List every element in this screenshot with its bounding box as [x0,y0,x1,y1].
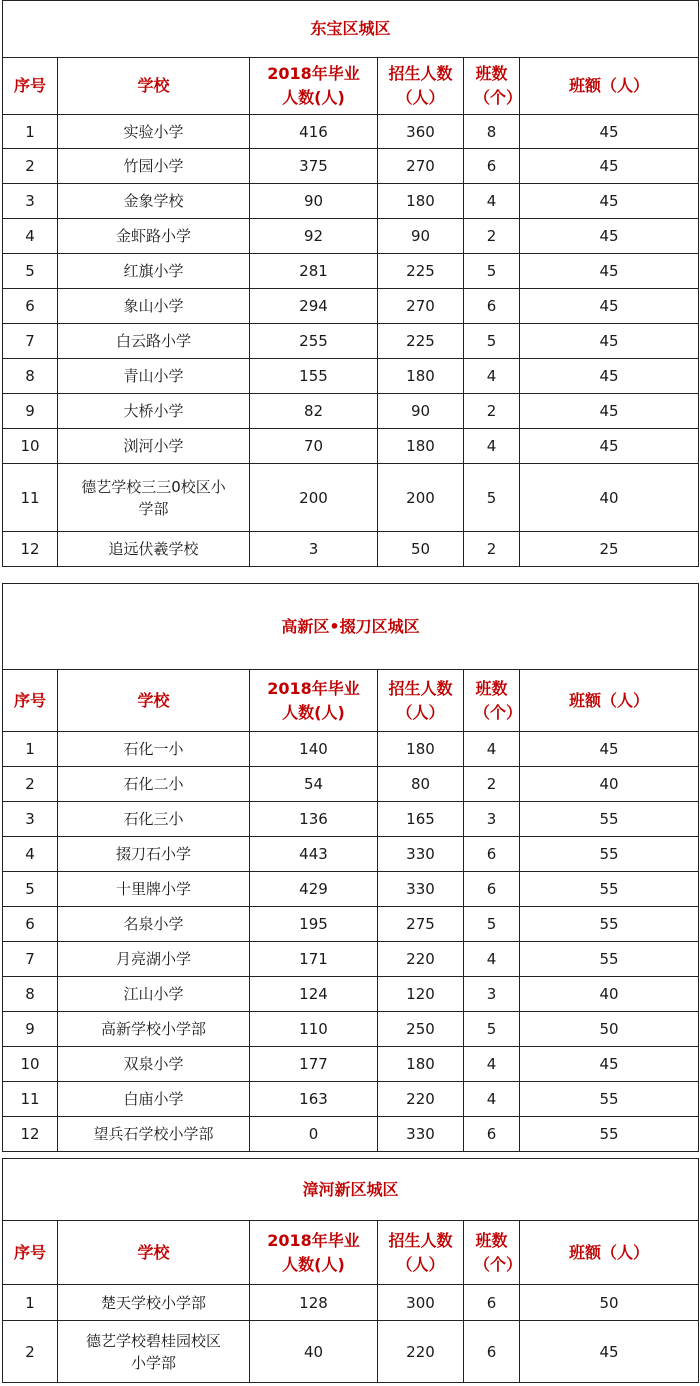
class-size: 45 [520,429,699,464]
grads-count: 40 [250,1321,378,1383]
grads-count: 375 [250,149,378,184]
class-size: 50 [520,1285,699,1321]
class-size: 45 [520,1321,699,1383]
school-name: 月亮湖小学 [58,942,250,977]
school-name: 大桥小学 [58,394,250,429]
enroll-count: 90 [378,219,464,254]
class-count: 4 [464,732,520,767]
enrollment-table [2,1158,699,1383]
row-index: 1 [3,115,58,149]
enroll-count: 90 [378,394,464,429]
row-index: 10 [3,429,58,464]
school-name: 红旗小学 [58,254,250,289]
class-count: 5 [464,464,520,532]
class-count: 3 [464,802,520,837]
school-name: 白庙小学 [58,1082,250,1117]
school-name: 望兵石学校小学部 [58,1117,250,1152]
header-class-size: 班额（人） [520,670,699,732]
enroll-count: 180 [378,1047,464,1082]
row-index: 3 [3,184,58,219]
row-index: 11 [3,464,58,532]
enroll-count: 330 [378,1117,464,1152]
section-zhanghe [2,1158,698,1383]
table-row [3,219,699,254]
section-title: 漳河新区城区 [3,1159,699,1221]
class-count: 6 [464,837,520,872]
class-count: 4 [464,1082,520,1117]
table-row [3,732,699,767]
class-count: 6 [464,1321,520,1383]
class-count: 2 [464,219,520,254]
class-size: 25 [520,532,699,567]
row-index: 2 [3,149,58,184]
enroll-count: 220 [378,1321,464,1383]
enroll-count: 330 [378,837,464,872]
table-row [3,115,699,149]
enroll-count: 330 [378,872,464,907]
class-count: 8 [464,115,520,149]
class-count: 4 [464,359,520,394]
class-size: 40 [520,977,699,1012]
table-row [3,942,699,977]
row-index: 9 [3,394,58,429]
class-count: 4 [464,1047,520,1082]
enroll-count: 180 [378,184,464,219]
row-index: 11 [3,1082,58,1117]
row-index: 4 [3,219,58,254]
class-count: 6 [464,1285,520,1321]
table-row [3,907,699,942]
enroll-count: 220 [378,942,464,977]
table-row [3,254,699,289]
row-index: 10 [3,1047,58,1082]
class-size: 45 [520,184,699,219]
class-size: 45 [520,324,699,359]
class-count: 5 [464,1012,520,1047]
enroll-count: 270 [378,289,464,324]
header-school: 学校 [58,1221,250,1285]
school-name: 白云路小学 [58,324,250,359]
class-count: 4 [464,429,520,464]
enroll-count: 165 [378,802,464,837]
class-size: 55 [520,872,699,907]
header-classes: 班数（个） [464,1221,520,1285]
grads-count: 54 [250,767,378,802]
school-name: 金虾路小学 [58,219,250,254]
class-size: 55 [520,1082,699,1117]
row-index: 5 [3,254,58,289]
row-index: 12 [3,532,58,567]
header-grads: 2018年毕业人数(人) [250,1221,378,1285]
class-count: 6 [464,149,520,184]
school-name: 掇刀石小学 [58,837,250,872]
table-row [3,359,699,394]
enrollment-table [2,0,699,567]
class-count: 5 [464,254,520,289]
enroll-count: 50 [378,532,464,567]
grads-count: 200 [250,464,378,532]
table-row [3,394,699,429]
grads-count: 124 [250,977,378,1012]
header-grads: 2018年毕业人数(人) [250,670,378,732]
row-index: 7 [3,324,58,359]
section-title-row [3,1,699,58]
row-index: 8 [3,359,58,394]
row-index: 6 [3,907,58,942]
enroll-count: 180 [378,359,464,394]
class-count: 6 [464,1117,520,1152]
school-name: 竹园小学 [58,149,250,184]
class-count: 6 [464,872,520,907]
section-dongbao [2,0,698,567]
school-name: 楚天学校小学部 [58,1285,250,1321]
grads-count: 110 [250,1012,378,1047]
enroll-count: 270 [378,149,464,184]
class-size: 45 [520,254,699,289]
table-row [3,1321,699,1383]
table-row [3,429,699,464]
enrollment-table [2,583,699,1152]
grads-count: 429 [250,872,378,907]
grads-count: 171 [250,942,378,977]
enroll-count: 300 [378,1285,464,1321]
table-row [3,767,699,802]
table-row [3,324,699,359]
class-size: 45 [520,115,699,149]
class-size: 55 [520,837,699,872]
header-school: 学校 [58,58,250,115]
table-row [3,532,699,567]
class-size: 45 [520,359,699,394]
class-size: 50 [520,1012,699,1047]
section-title-row [3,1159,699,1221]
class-size: 55 [520,942,699,977]
row-index: 2 [3,1321,58,1383]
row-index: 1 [3,1285,58,1321]
section-title: 高新区•掇刀区城区 [3,584,699,670]
header-enroll: 招生人数（人） [378,58,464,115]
header-class-size: 班额（人） [520,1221,699,1285]
grads-count: 177 [250,1047,378,1082]
grads-count: 128 [250,1285,378,1321]
header-class-size: 班额（人） [520,58,699,115]
class-size: 45 [520,1047,699,1082]
table-row [3,977,699,1012]
class-count: 5 [464,907,520,942]
class-count: 2 [464,532,520,567]
school-name: 德艺学校碧桂园校区小学部 [58,1321,250,1383]
class-size: 40 [520,464,699,532]
class-count: 4 [464,184,520,219]
header-row [3,670,699,732]
class-count: 5 [464,324,520,359]
grads-count: 3 [250,532,378,567]
enroll-count: 225 [378,254,464,289]
grads-count: 255 [250,324,378,359]
enroll-count: 275 [378,907,464,942]
table-row [3,1285,699,1321]
table-row [3,1047,699,1082]
school-name: 高新学校小学部 [58,1012,250,1047]
table-row [3,1012,699,1047]
enroll-count: 220 [378,1082,464,1117]
row-index: 12 [3,1117,58,1152]
class-count: 6 [464,289,520,324]
school-name: 名泉小学 [58,907,250,942]
header-classes: 班数（个） [464,670,520,732]
header-index: 序号 [3,58,58,115]
grads-count: 195 [250,907,378,942]
table-row [3,802,699,837]
grads-count: 281 [250,254,378,289]
school-name: 浏河小学 [58,429,250,464]
table-row [3,289,699,324]
school-name: 江山小学 [58,977,250,1012]
class-count: 4 [464,942,520,977]
class-size: 55 [520,907,699,942]
grads-count: 82 [250,394,378,429]
section-title-row [3,584,699,670]
table-row [3,149,699,184]
grads-count: 140 [250,732,378,767]
school-name: 实验小学 [58,115,250,149]
row-index: 6 [3,289,58,324]
grads-count: 70 [250,429,378,464]
grads-count: 0 [250,1117,378,1152]
school-name: 金象学校 [58,184,250,219]
row-index: 1 [3,732,58,767]
school-name: 石化三小 [58,802,250,837]
row-index: 5 [3,872,58,907]
class-size: 45 [520,149,699,184]
header-school: 学校 [58,670,250,732]
school-name: 象山小学 [58,289,250,324]
table-row [3,837,699,872]
school-name: 青山小学 [58,359,250,394]
class-size: 55 [520,1117,699,1152]
row-index: 2 [3,767,58,802]
table-row [3,1082,699,1117]
section-gaoxin-duodao [2,583,698,1152]
header-row [3,1221,699,1285]
table-row [3,872,699,907]
enroll-count: 360 [378,115,464,149]
class-size: 45 [520,732,699,767]
header-index: 序号 [3,670,58,732]
section-title: 东宝区城区 [3,1,699,58]
class-size: 40 [520,767,699,802]
header-enroll: 招生人数（人） [378,1221,464,1285]
row-index: 3 [3,802,58,837]
school-name: 石化一小 [58,732,250,767]
class-size: 55 [520,802,699,837]
enroll-count: 250 [378,1012,464,1047]
table-row [3,1117,699,1152]
class-size: 45 [520,289,699,324]
enroll-count: 225 [378,324,464,359]
header-index: 序号 [3,1221,58,1285]
table-row [3,464,699,532]
grads-count: 155 [250,359,378,394]
class-size: 45 [520,219,699,254]
school-name: 石化二小 [58,767,250,802]
row-index: 8 [3,977,58,1012]
school-name: 追远伏羲学校 [58,532,250,567]
grads-count: 163 [250,1082,378,1117]
grads-count: 92 [250,219,378,254]
header-classes: 班数（个） [464,58,520,115]
grads-count: 443 [250,837,378,872]
enroll-count: 180 [378,732,464,767]
grads-count: 136 [250,802,378,837]
header-enroll: 招生人数（人） [378,670,464,732]
enroll-count: 200 [378,464,464,532]
grads-count: 416 [250,115,378,149]
grads-count: 90 [250,184,378,219]
row-index: 9 [3,1012,58,1047]
row-index: 4 [3,837,58,872]
class-count: 3 [464,977,520,1012]
enroll-count: 180 [378,429,464,464]
class-count: 2 [464,394,520,429]
class-size: 45 [520,394,699,429]
school-name: 十里牌小学 [58,872,250,907]
row-index: 7 [3,942,58,977]
header-grads: 2018年毕业人数(人) [250,58,378,115]
class-count: 2 [464,767,520,802]
grads-count: 294 [250,289,378,324]
school-name: 双泉小学 [58,1047,250,1082]
school-name: 德艺学校三三0校区小学部 [58,464,250,532]
enroll-count: 80 [378,767,464,802]
enroll-count: 120 [378,977,464,1012]
header-row [3,58,699,115]
table-row [3,184,699,219]
